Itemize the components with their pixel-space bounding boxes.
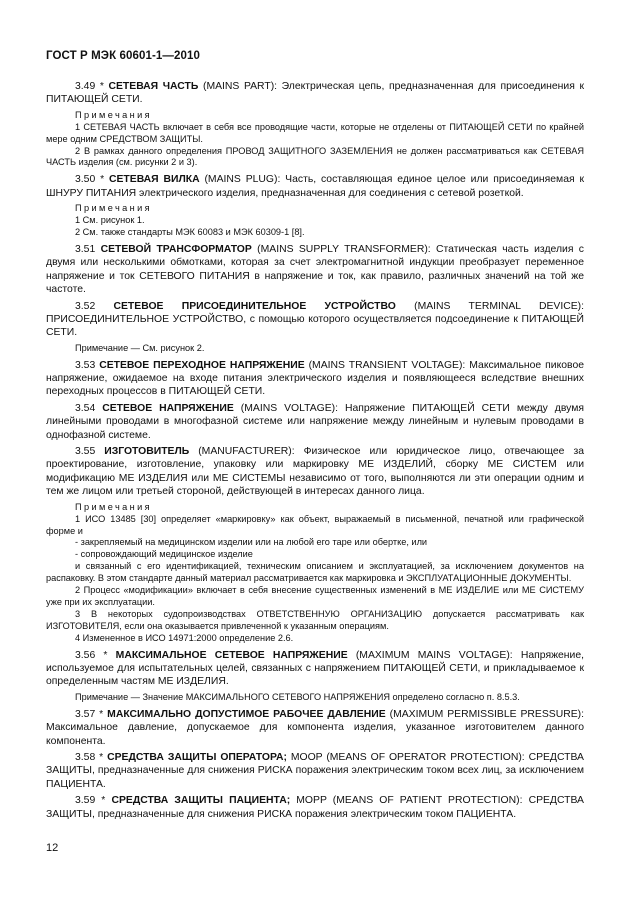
definition-3-57: 3.57 * МАКСИМАЛЬНО ДОПУСТИМОЕ РАБОЧЕЕ ДАВЛЕНИЕ (MAXIMUM PERMISSIBLE PRESSURE): Максимальное давление, допускаемое для компонента изделия, указанное изготовителем данного компонента.	[46, 708, 584, 747]
notes-heading: Примечания	[75, 203, 153, 214]
note: и связанный с его идентификацией, техническим описанием и эксплуатацией, за исключением документов на распаковку. В этом стандарте данный материал рассматривается как маркировка и ЭКСПЛУАТАЦИОННЫЕ ДОКУМЕНТЫ.	[46, 561, 584, 584]
note-dash-item: - закрепляемый на медицинском изделии или на любой его таре или обертке, или	[75, 537, 428, 548]
note: 1 ИСО 13485 [30] определяет «маркировку» как объект, выражаемый в письменной, печатной или графической форме и	[46, 513, 584, 536]
definition-3-51: 3.51 СЕТЕВОЙ ТРАНСФОРМАТОР (MAINS SUPPLY TRANSFORMER): Статическая часть изделия с двумя или несколькими обмотками, которая за счет электромагнитной индукции преобразует переменное напряжение и ток СЕТЕВОГО ПИТАНИЯ в напряжение и ток, как правило, различных значений на той же частоте.	[46, 243, 584, 296]
note: 3 В некоторых судопроизводствах ОТВЕТСТВЕННУЮ ОРГАНИЗАЦИЮ допускается рассматривать как ИЗГОТОВИТЕЛЯ, если она оказывается привлеченной к указанным операциям.	[46, 608, 584, 631]
page-number: 12	[46, 842, 59, 854]
note: 2 См. также стандарты МЭК 60083 и МЭК 60309-1 [8].	[75, 226, 305, 237]
note: 2 В рамках данного определения ПРОВОД ЗАЩИТНОГО ЗАЗЕМЛЕНИЯ не должен рассматриваться как СЕТЕВАЯ ЧАСТЬ изделия (см. рисунки 2 и 3).	[46, 145, 584, 168]
note: 4 Измененное в ИСО 14971:2000 определение 2.6.	[75, 632, 294, 643]
document-header: ГОСТ Р МЭК 60601-1—2010	[46, 50, 200, 62]
definition-3-56: 3.56 * МАКСИМАЛЬНОЕ СЕТЕВОЕ НАПРЯЖЕНИЕ (MAXIMUM MAINS VOLTAGE): Напряжение, используемое для испытательных целей, связанных с напряжением ПИТАЮЩЕЙ СЕТИ, и прикладываемое к определенным частям МЕ ИЗДЕЛИЯ.	[46, 649, 585, 688]
note-dash-item: - сопровождающий медицинское изделие	[75, 549, 253, 560]
note: 1 СЕТЕВАЯ ЧАСТЬ включает в себя все проводящие части, которые не отделены от ПИТАЮЩЕЙ СЕТИ по крайней мере одним СРЕДСТВОМ ЗАЩИТЫ.	[46, 121, 584, 144]
note: 2 Процесс «модификации» включает в себя внесение существенных изменений в МЕ ИЗДЕЛИЕ или МЕ СИСТЕМУ уже при их эксплуатации.	[46, 585, 584, 607]
definition-3-50: 3.50 * СЕТЕВАЯ ВИЛКА (MAINS PLUG): Часть, составляющая единое целое или присоединяемая к ШНУРУ ПИТАНИЯ электрического изделия, предназначенная для соединения с сетевой розеткой.	[46, 174, 585, 199]
note: 1 См. рисунок 1.	[75, 215, 145, 226]
definition-3-58: 3.58 * СРЕДСТВА ЗАЩИТЫ ОПЕРАТОРА; MOOP (MEANS OF OPERATOR PROTECTION): СРЕДСТВА ЗАЩИТЫ, предназначенные для снижения РИСКА поражения электрическим током всех лиц, за исключением ПАЦИЕНТА.	[46, 751, 584, 790]
definition-3-59: 3.59 * СРЕДСТВА ЗАЩИТЫ ПАЦИЕНТА; MOPP (MEANS OF PATIENT PROTECTION): СРЕДСТВА ЗАЩИТЫ, предназначенные для снижения РИСКА поражения электрическим током ПАЦИЕНТА.	[46, 795, 584, 820]
notes-heading: Примечания	[75, 109, 153, 120]
definition-3-52: 3.52 СЕТЕВОЕ ПРИСОЕДИНИТЕЛЬНОЕ УСТРОЙСТВО (MAINS TERMINAL DEVICE): ПРИСОЕДИНИТЕЛЬНОЕ УСТРОЙСТВО, с помощью которого осуществляется подсоединение к ПИТАЮЩЕЙ СЕТИ.	[46, 300, 584, 339]
definition-3-54: 3.54 СЕТЕВОЕ НАПРЯЖЕНИЕ (MAINS VOLTAGE): Напряжение ПИТАЮЩЕЙ СЕТИ между двумя линейными проводами в многофазной системе или напряжение между линейным и нулевым проводами в однофазной системе.	[46, 402, 585, 441]
definition-3-49: 3.49 * СЕТЕВАЯ ЧАСТЬ (MAINS PART): Электрическая цепь, предназначенная для присоединения к ПИТАЮЩЕЙ СЕТИ.	[46, 81, 584, 106]
document-body	[46, 80, 584, 824]
note: Примечание — Значение МАКСИМАЛЬНОГО СЕТЕВОГО НАПРЯЖЕНИЯ определено согласно п. 8.5.3.	[75, 691, 520, 702]
definition-3-55: 3.55 ИЗГОТОВИТЕЛЬ (MANUFACTURER): Физическое или юридическое лицо, отвечающее за проектирование, изготовление, упаковку или маркировку МЕ ИЗДЕЛИЙ, сборку МЕ СИСТЕМ или модификацию МЕ ИЗДЕЛИЯ или МЕ СИСТЕМЫ независимо от того, выполняются ли эти операции одним и тем же лицом или третьей стороной, действующей в интересах данного лица.	[46, 446, 584, 498]
note: Примечание — См. рисунок 2.	[75, 342, 205, 353]
definition-3-53: 3.53 СЕТЕВОЕ ПЕРЕХОДНОЕ НАПРЯЖЕНИЕ (MAINS TRANSIENT VOLTAGE): Максимальное пиковое напряжение, ожидаемое на входе питания электрического изделия и появляющееся вследствие внешних переходных процессов в ПИТАЮЩЕЙ СЕТИ.	[46, 359, 584, 398]
notes-heading: Примечания	[75, 501, 153, 512]
